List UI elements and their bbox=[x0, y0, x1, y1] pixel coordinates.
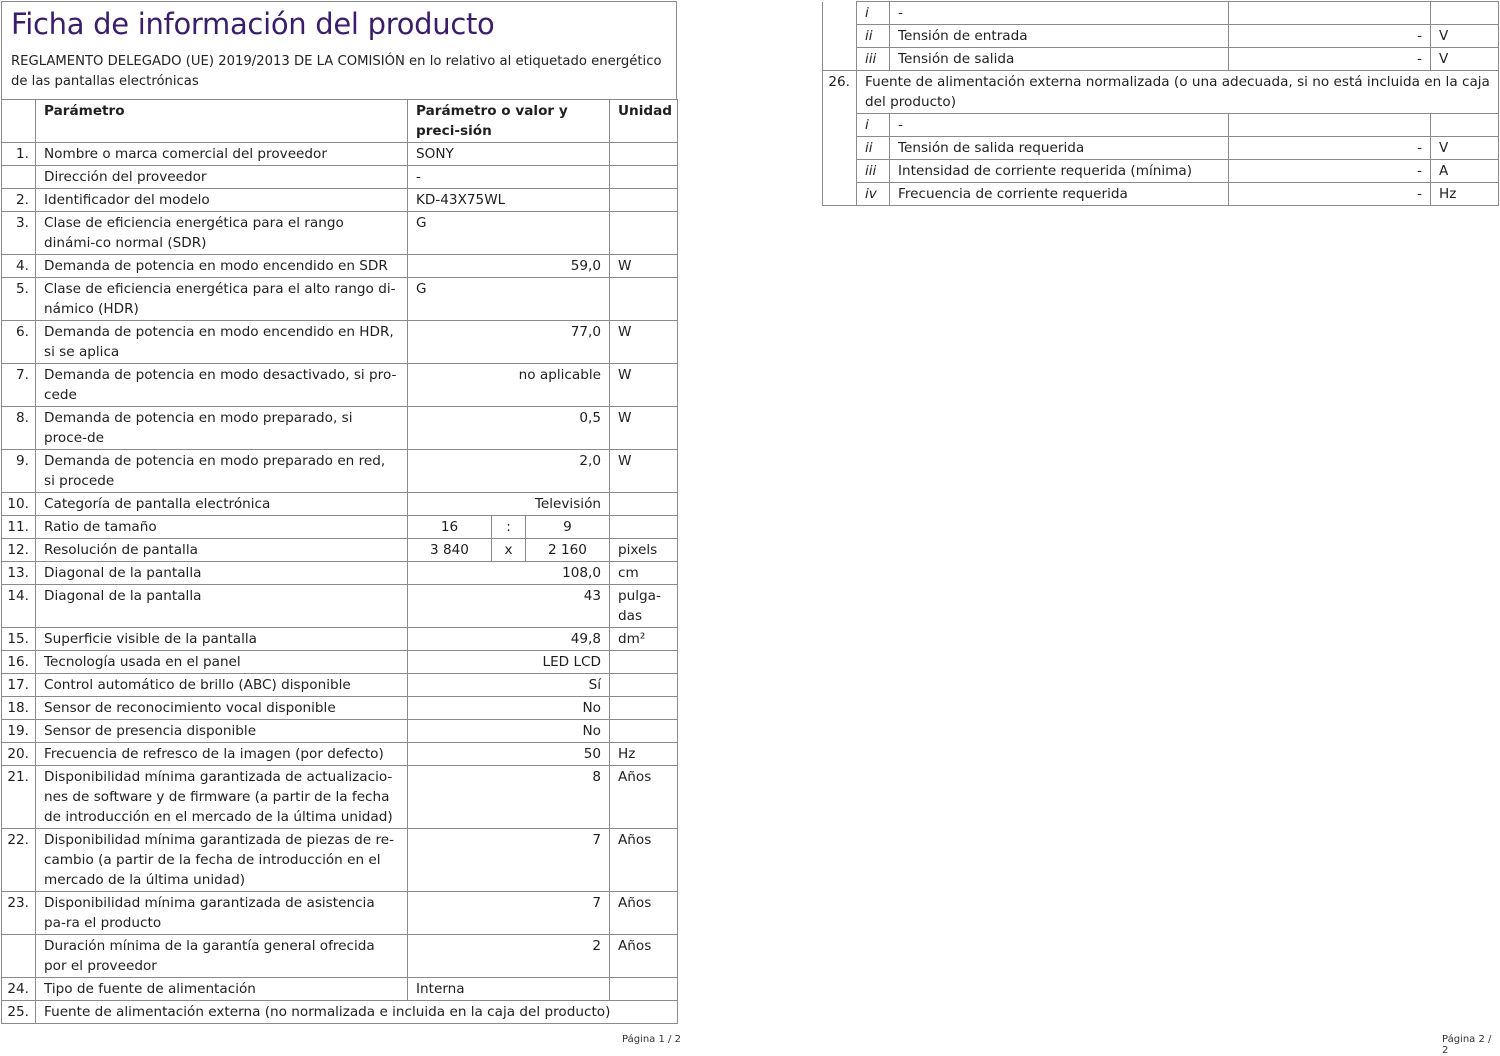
document-title: Ficha de información del producto bbox=[11, 7, 495, 41]
sub-parameter-unit: Hz bbox=[1431, 183, 1499, 206]
parameter-label: Frecuencia de refresco de la imagen (por defecto) bbox=[36, 743, 408, 766]
unit-cell: dm² bbox=[610, 628, 678, 651]
table-row bbox=[2, 255, 678, 278]
indent-cell bbox=[823, 25, 857, 48]
parameter-label: Resolución de pantalla bbox=[36, 539, 408, 562]
parameter-value: Sí bbox=[408, 674, 610, 697]
indent-cell bbox=[823, 48, 857, 71]
value-separator: : bbox=[492, 516, 526, 539]
sub-parameter-label: Tensión de salida bbox=[890, 48, 1229, 71]
table-row bbox=[2, 978, 678, 1001]
parameter-value: SONY bbox=[408, 143, 610, 166]
parameter-label: Diagonal de la pantalla bbox=[36, 585, 408, 628]
sub-parameter-label: - bbox=[890, 2, 1229, 25]
header-number-cell bbox=[2, 100, 36, 143]
parameter-label: Sensor de presencia disponible bbox=[36, 720, 408, 743]
row-number: 9. bbox=[2, 450, 36, 493]
parameter-label: Fuente de alimentación externa (no normalizada e incluida en la caja del producto) bbox=[36, 1001, 678, 1024]
indent-cell bbox=[823, 160, 857, 183]
unit-cell: Hz bbox=[610, 743, 678, 766]
sub-parameter-value bbox=[1229, 114, 1431, 137]
table-row bbox=[2, 766, 678, 829]
table-row bbox=[2, 720, 678, 743]
table-row bbox=[2, 585, 678, 628]
unit-cell bbox=[610, 978, 678, 1001]
row-number: 25. bbox=[2, 1001, 36, 1024]
power-supply-table bbox=[822, 1, 1499, 206]
page-2 bbox=[822, 1, 1498, 206]
sub-parameter-unit bbox=[1431, 2, 1499, 25]
table-row bbox=[2, 364, 678, 407]
table-row bbox=[2, 143, 678, 166]
table-row bbox=[2, 628, 678, 651]
unit-cell bbox=[610, 720, 678, 743]
parameter-label: Ratio de tamaño bbox=[36, 516, 408, 539]
page-number-1: Página 1 / 2 bbox=[622, 1034, 681, 1045]
value-part-1: 3 840 bbox=[408, 539, 492, 562]
parameter-value: 7 bbox=[408, 892, 610, 935]
power-supply-row bbox=[823, 48, 1499, 71]
parameter-value: 2,0 bbox=[408, 450, 610, 493]
row-number: 19. bbox=[2, 720, 36, 743]
table-row bbox=[2, 166, 678, 189]
parameter-value: G bbox=[408, 278, 610, 321]
unit-cell bbox=[610, 166, 678, 189]
parameter-value: 108,0 bbox=[408, 562, 610, 585]
table-header-row bbox=[2, 100, 678, 143]
indent-cell bbox=[823, 2, 857, 25]
power-supply-row bbox=[823, 2, 1499, 25]
value-part-2: 9 bbox=[526, 516, 610, 539]
row-number: 10. bbox=[2, 493, 36, 516]
row-number: 4. bbox=[2, 255, 36, 278]
unit-cell bbox=[610, 278, 678, 321]
table-row bbox=[2, 321, 678, 364]
parameter-value: 59,0 bbox=[408, 255, 610, 278]
parameter-value: No bbox=[408, 720, 610, 743]
table-row bbox=[2, 1001, 678, 1024]
unit-cell bbox=[610, 674, 678, 697]
power-supply-row bbox=[823, 160, 1499, 183]
unit-cell: cm bbox=[610, 562, 678, 585]
sub-parameter-unit: A bbox=[1431, 160, 1499, 183]
sub-parameter-label: Frecuencia de corriente requerida bbox=[890, 183, 1229, 206]
item-26-label: Fuente de alimentación externa normalizada (o una adecuada, si no está incluida en la caja del producto) bbox=[857, 71, 1499, 114]
row-number: 13. bbox=[2, 562, 36, 585]
parameter-label: Categoría de pantalla electrónica bbox=[36, 493, 408, 516]
row-number: 6. bbox=[2, 321, 36, 364]
parameter-label: Demanda de potencia en modo preparado en red, si procede bbox=[36, 450, 408, 493]
row-number: 17. bbox=[2, 674, 36, 697]
row-number bbox=[2, 166, 36, 189]
unit-cell bbox=[610, 212, 678, 255]
document-subtitle: REGLAMENTO DELEGADO (UE) 2019/2013 DE LA COMISIÓN en lo relativo al etiquetado energético de las pantallas electrónicas bbox=[11, 54, 662, 89]
table-row bbox=[2, 212, 678, 255]
unit-cell bbox=[610, 697, 678, 720]
unit-cell: W bbox=[610, 255, 678, 278]
roman-numeral: i bbox=[857, 114, 890, 137]
unit-cell: Años bbox=[610, 766, 678, 829]
sub-parameter-unit bbox=[1431, 114, 1499, 137]
parameter-label: Disponibilidad mínima garantizada de asistencia pa-ra el producto bbox=[36, 892, 408, 935]
parameter-label: Diagonal de la pantalla bbox=[36, 562, 408, 585]
power-supply-row bbox=[823, 114, 1499, 137]
table-row bbox=[2, 829, 678, 892]
sub-parameter-value: - bbox=[1229, 183, 1431, 206]
table-row bbox=[2, 935, 678, 978]
indent-cell bbox=[823, 183, 857, 206]
sub-parameter-value bbox=[1229, 2, 1431, 25]
parameter-label: Sensor de reconocimiento vocal disponible bbox=[36, 697, 408, 720]
parameter-value: LED LCD bbox=[408, 651, 610, 674]
row-number: 24. bbox=[2, 978, 36, 1001]
parameter-value: - bbox=[408, 166, 610, 189]
roman-numeral: i bbox=[857, 2, 890, 25]
sub-parameter-unit: V bbox=[1431, 137, 1499, 160]
sub-parameter-unit: V bbox=[1431, 25, 1499, 48]
parameter-value: Interna bbox=[408, 978, 610, 1001]
row-number: 1. bbox=[2, 143, 36, 166]
roman-numeral: ii bbox=[857, 137, 890, 160]
indent-cell bbox=[823, 114, 857, 137]
unit-cell: W bbox=[610, 407, 678, 450]
roman-numeral: iii bbox=[857, 160, 890, 183]
parameter-label: Demanda de potencia en modo preparado, si proce-de bbox=[36, 407, 408, 450]
value-part-1: 16 bbox=[408, 516, 492, 539]
sub-parameter-label: Intensidad de corriente requerida (mínima) bbox=[890, 160, 1229, 183]
parameter-value: 77,0 bbox=[408, 321, 610, 364]
unit-cell: W bbox=[610, 321, 678, 364]
sub-parameter-label: Tensión de salida requerida bbox=[890, 137, 1229, 160]
table-row bbox=[2, 651, 678, 674]
row-number: 16. bbox=[2, 651, 36, 674]
row-number: 8. bbox=[2, 407, 36, 450]
table-row bbox=[2, 892, 678, 935]
parameter-label: Nombre o marca comercial del proveedor bbox=[36, 143, 408, 166]
table-body bbox=[2, 143, 678, 1024]
parameter-label: Disponibilidad mínima garantizada de piezas de re-cambio (a partir de la fecha de introducción en el mercado de la última unidad) bbox=[36, 829, 408, 892]
parameter-label: Superficie visible de la pantalla bbox=[36, 628, 408, 651]
sub-parameter-value: - bbox=[1229, 160, 1431, 183]
roman-numeral: iii bbox=[857, 48, 890, 71]
parameter-value: 43 bbox=[408, 585, 610, 628]
unit-cell: pulga-das bbox=[610, 585, 678, 628]
parameter-label: Demanda de potencia en modo encendido en HDR, si se aplica bbox=[36, 321, 408, 364]
row-number: 18. bbox=[2, 697, 36, 720]
table-row bbox=[2, 278, 678, 321]
parameter-label: Control automático de brillo (ABC) disponible bbox=[36, 674, 408, 697]
parameter-label: Duración mínima de la garantía general ofrecida por el proveedor bbox=[36, 935, 408, 978]
page-1 bbox=[1, 1, 677, 1024]
row-number: 11. bbox=[2, 516, 36, 539]
row-number: 5. bbox=[2, 278, 36, 321]
row-number: 20. bbox=[2, 743, 36, 766]
table-row bbox=[2, 493, 678, 516]
parameter-value: 8 bbox=[408, 766, 610, 829]
row-number: 21. bbox=[2, 766, 36, 829]
power-supply-row bbox=[823, 25, 1499, 48]
parameter-label: Demanda de potencia en modo encendido en SDR bbox=[36, 255, 408, 278]
table-row bbox=[2, 674, 678, 697]
row-number: 2. bbox=[2, 189, 36, 212]
unit-cell bbox=[610, 493, 678, 516]
unit-cell bbox=[610, 651, 678, 674]
power-supply-table-body bbox=[823, 2, 1499, 206]
table-row bbox=[2, 697, 678, 720]
value-part-2: 2 160 bbox=[526, 539, 610, 562]
unit-cell: Años bbox=[610, 829, 678, 892]
row-number bbox=[2, 935, 36, 978]
sub-parameter-value: - bbox=[1229, 137, 1431, 160]
unit-cell bbox=[610, 143, 678, 166]
page-number-2: Página 2 / 2 bbox=[1442, 1034, 1492, 1056]
row-number: 12. bbox=[2, 539, 36, 562]
parameter-value: 49,8 bbox=[408, 628, 610, 651]
item-26-row bbox=[823, 71, 1499, 114]
parameter-value: No bbox=[408, 697, 610, 720]
parameter-value: 7 bbox=[408, 829, 610, 892]
roman-numeral: iv bbox=[857, 183, 890, 206]
header-valor: Parámetro o valor y preci-sión bbox=[408, 100, 610, 143]
parameter-value: 0,5 bbox=[408, 407, 610, 450]
table-row bbox=[2, 516, 678, 539]
sub-parameter-label: Tensión de entrada bbox=[890, 25, 1229, 48]
product-info-table bbox=[1, 99, 678, 1024]
table-row bbox=[2, 450, 678, 493]
power-supply-row bbox=[823, 137, 1499, 160]
parameter-label: Disponibilidad mínima garantizada de actualizacio-nes de software y de firmware (a partir de la fecha de introducción en el mercado de la última unidad) bbox=[36, 766, 408, 829]
parameter-label: Demanda de potencia en modo desactivado, si pro-cede bbox=[36, 364, 408, 407]
parameter-label: Clase de eficiencia energética para el alto rango di-námico (HDR) bbox=[36, 278, 408, 321]
table-row bbox=[2, 562, 678, 585]
sub-parameter-value: - bbox=[1229, 48, 1431, 71]
table-row bbox=[2, 407, 678, 450]
header-unidad: Unidad bbox=[610, 100, 678, 143]
parameter-value: 2 bbox=[408, 935, 610, 978]
unit-cell: Años bbox=[610, 935, 678, 978]
indent-cell bbox=[823, 137, 857, 160]
title-block bbox=[1, 1, 677, 99]
parameter-value: G bbox=[408, 212, 610, 255]
parameter-label: Tipo de fuente de alimentación bbox=[36, 978, 408, 1001]
sub-parameter-value: - bbox=[1229, 25, 1431, 48]
table-row bbox=[2, 539, 678, 562]
table-row bbox=[2, 189, 678, 212]
row-number: 22. bbox=[2, 829, 36, 892]
value-separator: x bbox=[492, 539, 526, 562]
parameter-value: 50 bbox=[408, 743, 610, 766]
row-number: 23. bbox=[2, 892, 36, 935]
parameter-label: Dirección del proveedor bbox=[36, 166, 408, 189]
unit-cell bbox=[610, 189, 678, 212]
parameter-value: KD-43X75WL bbox=[408, 189, 610, 212]
row-number: 14. bbox=[2, 585, 36, 628]
parameter-value: no aplicable bbox=[408, 364, 610, 407]
power-supply-row bbox=[823, 183, 1499, 206]
parameter-value: Televisión bbox=[408, 493, 610, 516]
unit-cell: W bbox=[610, 450, 678, 493]
header-parametro: Parámetro bbox=[36, 100, 408, 143]
row-number: 3. bbox=[2, 212, 36, 255]
row-number: 26. bbox=[823, 71, 857, 114]
unit-cell: pixels bbox=[610, 539, 678, 562]
row-number: 7. bbox=[2, 364, 36, 407]
sub-parameter-unit: V bbox=[1431, 48, 1499, 71]
parameter-label: Identificador del modelo bbox=[36, 189, 408, 212]
row-number: 15. bbox=[2, 628, 36, 651]
parameter-label: Tecnología usada en el panel bbox=[36, 651, 408, 674]
unit-cell: W bbox=[610, 364, 678, 407]
roman-numeral: ii bbox=[857, 25, 890, 48]
sub-parameter-label: - bbox=[890, 114, 1229, 137]
table-row bbox=[2, 743, 678, 766]
unit-cell bbox=[610, 516, 678, 539]
parameter-label: Clase de eficiencia energética para el rango dinámi-co normal (SDR) bbox=[36, 212, 408, 255]
unit-cell: Años bbox=[610, 892, 678, 935]
